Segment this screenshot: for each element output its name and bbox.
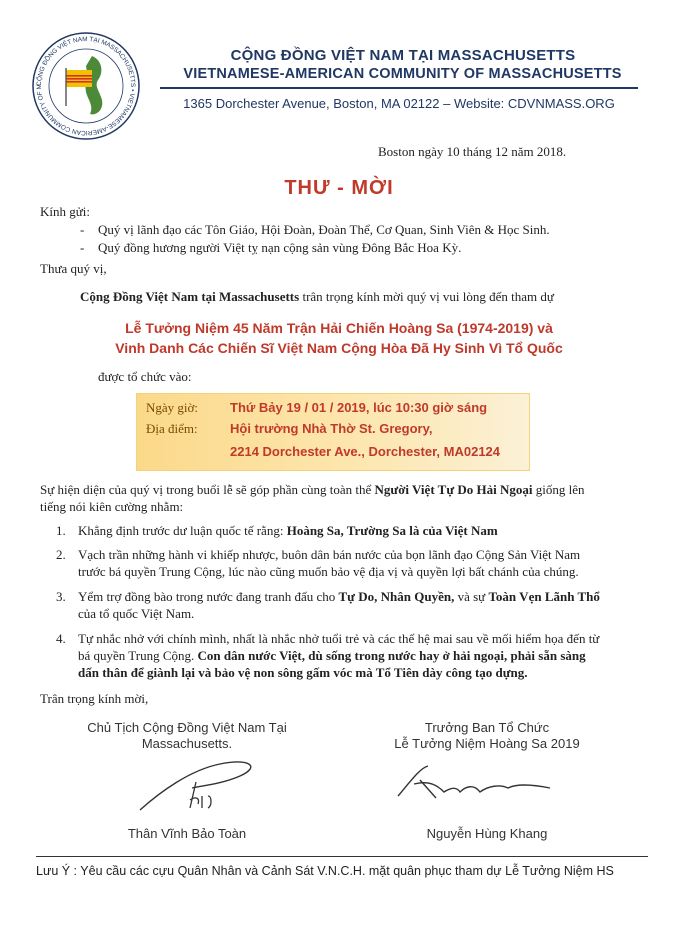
place-label: Địa điểm: (146, 421, 198, 436)
recipient-bullet-2: - (80, 240, 85, 255)
item-1-bold: Hoàng Sa, Trường Sa là của Việt Nam (286, 523, 498, 538)
item-1 (78, 522, 498, 539)
purpose-text-1: Sự hiện diện của quý vị trong buổi lễ sẽ góp phần cùng toàn thể (40, 482, 375, 497)
item-number-4: 4. (56, 631, 66, 646)
org-name-en: VIETNAMESE-AMERICAN COMMUNITY OF MASSACHUSETTS (183, 66, 622, 82)
recipient-2: Quý đồng hương người Việt tỵ nạn cộng sản vùng Đông Bắc Hoa Kỳ. (98, 240, 462, 255)
item-3-bold: Tự Do, Nhân Quyền, (338, 589, 455, 604)
organized-at: được tổ chức vào: (98, 369, 192, 384)
time-value: Thứ Bảy 19 / 01 / 2019, lúc 10:30 giờ sáng (230, 400, 488, 415)
event-name-line-1: Lễ Tưởng Niệm 45 Năm Trận Hải Chiến Hoàng Sa (1974-2019) và (125, 320, 553, 336)
org-name-vn: CỘNG ĐỒNG VIỆT NAM TẠI MASSACHUSETTS (230, 47, 576, 64)
svg-text:CỘNG ĐỒNG VIỆT NAM TẠI MASSACH: CỘNG ĐỒNG VIỆT NAM TẠI MASSACHUSETTS • VIETNAMESE-AMERICAN COMMUNITY OF M (35, 35, 137, 137)
item-number-2: 2. (56, 547, 66, 562)
footer-divider (36, 856, 648, 857)
time-label: Ngày giờ: (146, 400, 199, 415)
left-signature (130, 752, 280, 829)
left-signer-name: Thân Vĩnh Bảo Toàn (127, 826, 247, 841)
item-4-text: bá quyền Trung Cộng. (78, 648, 198, 663)
closing: Trân trọng kính mời, (40, 691, 149, 706)
item-3-mid: và sự (454, 589, 489, 604)
item-number-3: 3. (56, 589, 66, 604)
item-number-1: 1. (56, 523, 66, 538)
purpose-line-2: tiếng nói kiên cường nhằm: (40, 499, 184, 514)
recipient-1: Quý vị lãnh đạo các Tôn Giáo, Hội Đoàn, Đoàn Thể, Cơ Quan, Sinh Viên & Học Sinh. (98, 222, 550, 237)
letter-title: THƯ - MỜI (284, 177, 394, 199)
left-signer-title-2: Massachusetts. (141, 736, 233, 751)
footer-note: Lưu Ý : Yêu cầu các cựu Quân Nhân và Cảnh Sát V.N.C.H. mặt quân phục tham dự Lễ Tưởng Niệm HS (36, 864, 614, 878)
item-3-line-2: của tổ quốc Việt Nam. (78, 606, 195, 621)
item-4-line-2 (78, 647, 586, 664)
recipient-bullet-1: - (80, 222, 85, 237)
item-3-line-1 (78, 588, 600, 605)
org-address: 1365 Dorchester Avenue, Boston, MA 02122 – Website: CDVNMASS.ORG (183, 96, 615, 111)
intro-org: Cộng Đồng Việt Nam tại Massachusetts (80, 289, 300, 304)
letter-date: Boston ngày 10 tháng 12 năm 2018. (378, 144, 567, 159)
right-signer-title-1: Trưởng Ban Tổ Chức (424, 720, 550, 735)
item-3-bold-2: Toàn Vẹn Lãnh Thổ (488, 589, 600, 604)
intro-text: trân trọng kính mời quý vị vui lòng đến tham dự (299, 289, 554, 304)
event-name-line-2: Vinh Danh Các Chiến Sĩ Việt Nam Cộng Hòa Đã Hy Sinh Vì Tổ Quốc (115, 340, 563, 356)
item-1-text: Khẳng định trước dư luận quốc tế rằng: (78, 523, 287, 538)
item-2-line-1: Vạch trần những hành vi khiếp nhược, buôn dân bán nước của bọn lãnh đạo Cộng Sản Việt Nam (78, 547, 581, 562)
item-4-line-3: dấn thân để giành lại và bảo vệ non sông gấm vóc mà Tổ Tiên dày công tạo dựng. (78, 665, 528, 680)
purpose-text-2: giống lên (532, 482, 585, 497)
intro-paragraph (80, 288, 554, 305)
right-signer-title-2: Lễ Tưởng Niệm Hoàng Sa 2019 (394, 736, 580, 751)
place-value-1: Hội trường Nhà Thờ St. Gregory, (230, 421, 433, 436)
purpose-bold: Người Việt Tự Do Hải Ngoại (374, 482, 533, 497)
place-value-2: 2214 Dorchester Ave., Dorchester, MA02124 (230, 444, 501, 459)
salutation: Kính gửi: (40, 204, 91, 219)
right-signer-name: Nguyễn Hùng Khang (426, 826, 548, 841)
item-4-line-1: Tự nhắc nhở với chính mình, nhất là nhắc nhở tuổi trẻ và các thế hệ mai sau về mối hiểm họa đến từ (78, 631, 600, 646)
item-3-text: Yểm trợ đồng bào trong nước đang tranh đấu cho (78, 589, 339, 604)
header-divider (160, 87, 638, 89)
right-signature (390, 758, 560, 813)
item-2-line-2: trước bá quyền Trung Cộng, lúc nào cũng muốn bảo vệ địa vị và quyền lợi bất chánh của chúng. (78, 564, 579, 579)
item-4-bold: Con dân nước Việt, dù sống trong nước hay ở hải ngoại, phải sẵn sàng (197, 648, 586, 663)
left-signer-title-1: Chủ Tịch Cộng Đồng Việt Nam Tại (87, 720, 287, 735)
purpose-paragraph (40, 481, 585, 498)
greeting: Thưa quý vị, (40, 261, 107, 276)
community-logo (30, 30, 142, 142)
